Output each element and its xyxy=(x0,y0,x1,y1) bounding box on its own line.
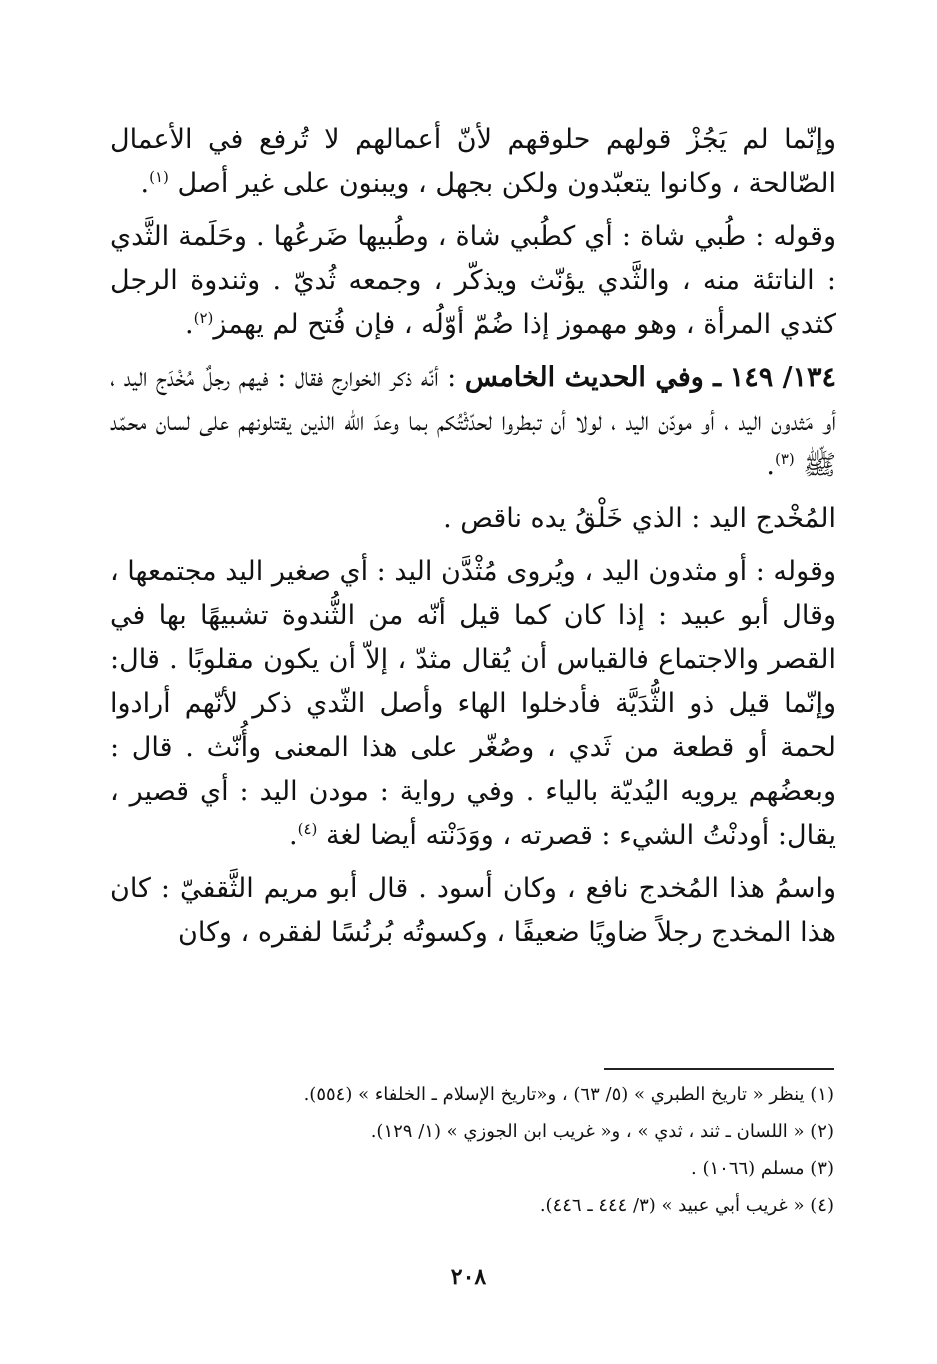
footnote-2: (٢) « اللسان ـ ثند ، ثدي » ، و« غريب ابن الجوزي » (١/ ١٢٩). xyxy=(370,1121,834,1142)
footnote-ref: (٢) xyxy=(193,309,214,327)
period: . xyxy=(766,450,775,481)
paragraph-2 xyxy=(110,215,836,347)
footnote-ref: (٣) xyxy=(775,450,795,468)
footnote-ref: (٤) xyxy=(297,820,318,838)
footnote-3: (٣) مسلم (١٠٦٦) . xyxy=(691,1158,834,1179)
paragraph-6 xyxy=(110,867,836,955)
hadith-number: ١٣٤/ ١٤٩ xyxy=(729,362,837,393)
period: . xyxy=(185,309,194,340)
paragraph-text: وقوله : طُبي شاة : أي كطُبي شاة ، وطُبيها ضَرعُها . وحَلَمة الثَّدي : الناتئة منه ، والثَّدي يؤنّث ويذكّر ، وجمعه ثُديّ . وثندوة الرجل كثدي المرأة ، وهو مهموز إذا ضُمّ أوّلُه ، فإن فُتح لم يهمز xyxy=(110,221,836,340)
period: . xyxy=(289,820,298,851)
footnote-1: (١) ينظر « تاريخ الطبري » (٥/ ٦٣) ، و«تاريخ الإسلام ـ الخلفاء » (٥٥٤). xyxy=(303,1084,834,1105)
paragraph-4 xyxy=(110,497,836,541)
hadith-paragraph xyxy=(110,356,836,488)
period: . xyxy=(140,168,150,199)
paragraph-text: : أنّه ذكر الخوارج فقال : فيهم رجلٌ مُخْدَج اليد ، أو مَثدون اليد ، أو مودّن اليد ، لولا أن تبطروا لحدّثْتُكم بما وعدَ الله الذين يقتلونهم على لسان محمّد ﷺ xyxy=(110,362,836,481)
paragraph-text: وقوله : أو مثدون اليد ، ويُروى مُثْدَّن اليد : أي صغير اليد مجتمعها ، وقال أبو عبيد : إذا كان كما قيل أنّه من الثُّندوة تشبيهًا بها في القصر والاجتماع فالقياس أن يُقال مثدّ ، إلاّ أن يكون مقلوبًا . قال: وإنّما قيل ذو الثُّدَيَّة فأدخلوا الهاء وأصل الثّدي ذكر لأنّهم أرادوا لحمة أو قطعة من ثَدي ، وصُغّر على هذا المعنى وأُنّث . قال : وبعضُهم يرويه اليُديّة بالياء . وفي رواية : مودن اليد : أي قصير ، يقال: أودنْتُ الشيء : قصرته ، ووَدَنْته أيضا لغة xyxy=(110,556,836,851)
footnote-divider xyxy=(604,1068,834,1070)
main-text xyxy=(110,118,836,955)
hadith-heading: ـ وفي الحديث الخامس xyxy=(464,362,722,393)
footnote-4: (٤) « غريب أبي عبيد » (٣/ ٤٤٤ ـ ٤٤٦). xyxy=(539,1195,834,1216)
paragraph-text: واسمُ هذا المُخدج نافع ، وكان أسود . قال أبو مريم الثَّقفيّ : كان هذا المخدج رجلاً ضاويًا ضعيفًا ، وكسوتُه بُرنُسًا لفقره ، وكان xyxy=(110,873,836,948)
footnote-ref: (١) xyxy=(149,168,169,186)
paragraph-5 xyxy=(110,550,836,858)
page-number: ٢٠٨ xyxy=(450,1264,487,1290)
paragraph-text: وإنّما لم يَجُزْ قولهم حلوقهم لأنّ أعمالهم لا تُرفع في الأعمال الصّالحة ، وكانوا يتعبّدون ولكن بجهل ، ويبنون على غير أصل xyxy=(110,124,836,199)
paragraph-1 xyxy=(110,118,836,206)
footnotes xyxy=(200,1080,834,1228)
paragraph-text: المُخْدج اليد : الذي خَلْقُ يده ناقص . xyxy=(443,503,836,534)
